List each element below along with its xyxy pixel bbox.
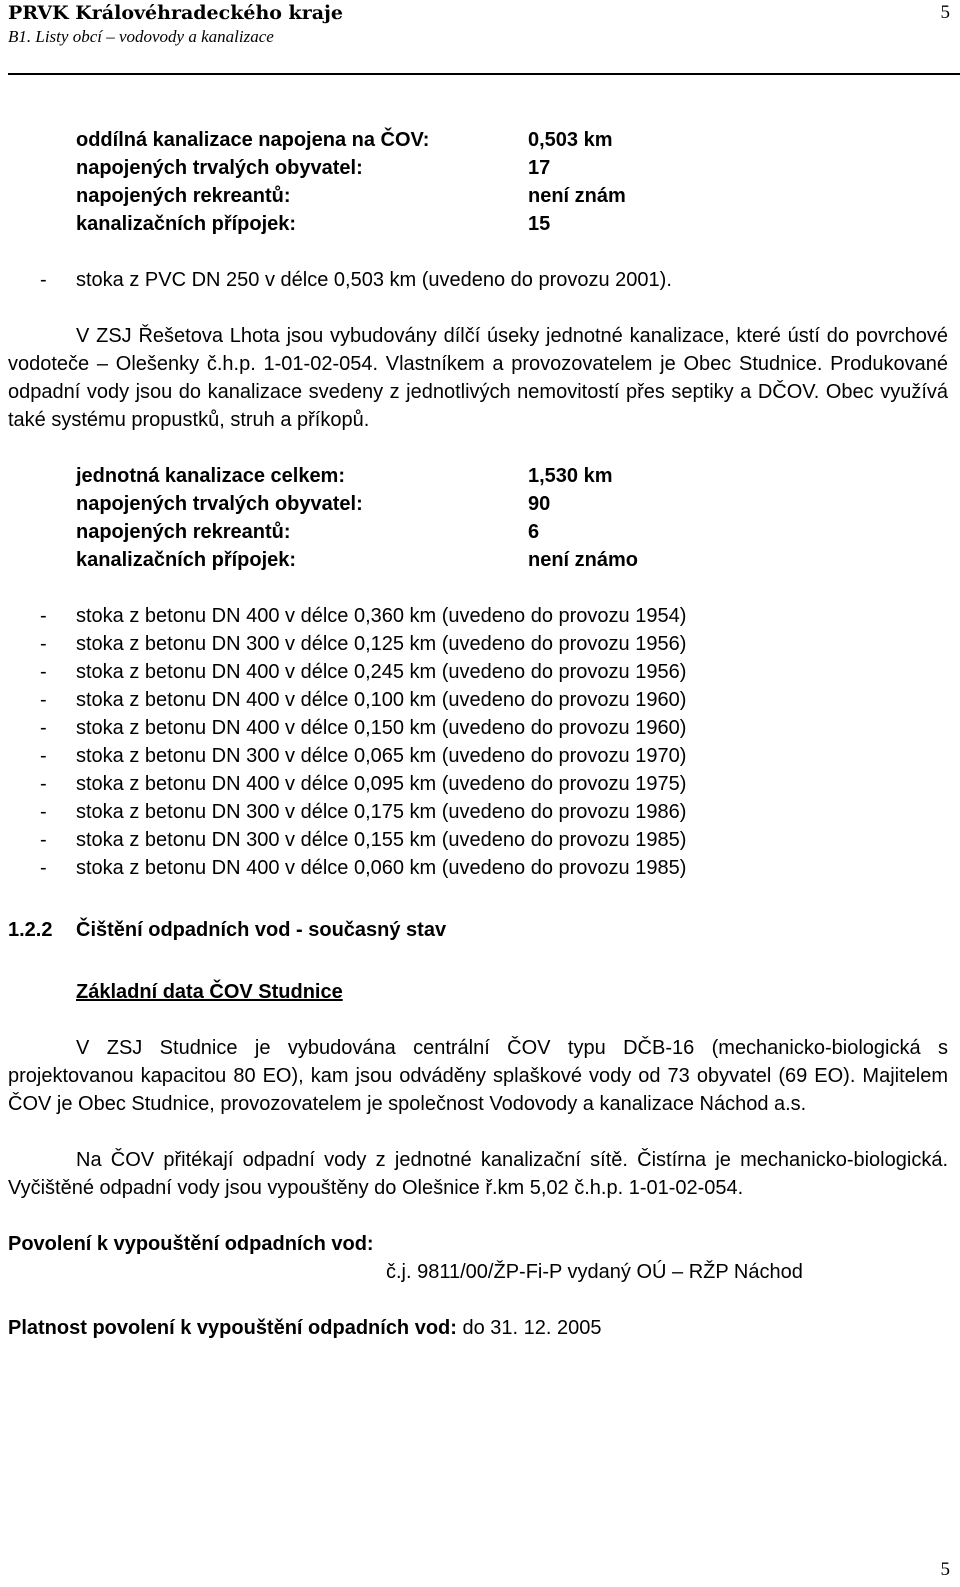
list-item: - stoka z betonu DN 400 v délce 0,245 km (uvedeno do provozu 1956) bbox=[8, 658, 948, 686]
list-item-text: stoka z betonu DN 400 v délce 0,095 km (uvedeno do provozu 1975) bbox=[76, 773, 687, 795]
validity-value: do 31. 12. 2005 bbox=[456, 1317, 602, 1339]
summary-label: analizačních přípojek: bbox=[87, 549, 297, 571]
list-item: - stoka z betonu DN 300 v délce 0,065 km (uvedeno do provozu 1970) bbox=[8, 742, 948, 770]
list-item: - stoka z PVC DN 250 v délce 0,503 km (uvedeno do provozu 2001). bbox=[8, 266, 948, 294]
list-item-text: stoka z betonu DN 400 v délce 0,245 km (uvedeno do provozu 1956) bbox=[76, 661, 687, 683]
list-item-text: stoka z betonu DN 300 v délce 0,065 km (uvedeno do provozu 1970) bbox=[76, 745, 687, 767]
summary-label: kanalizačních přípojek: bbox=[76, 213, 297, 235]
list-item-text: stoka z betonu DN 300 v délce 0,155 km (uvedeno do provozu 1985) bbox=[76, 829, 687, 851]
sewer-list bbox=[8, 602, 948, 882]
summary-row bbox=[8, 154, 948, 182]
summary-row bbox=[8, 546, 948, 574]
list-item: - stoka z betonu DN 300 v délce 0,125 km (uvedeno do provozu 1956) bbox=[8, 630, 948, 658]
summary-row bbox=[8, 462, 948, 490]
list-item-text: stoka z betonu DN 300 v délce 0,125 km (uvedeno do provozu 1956) bbox=[76, 633, 687, 655]
list-item-text: stoka z PVC DN 250 v délce 0,503 km (uvedeno do provozu 2001). bbox=[76, 269, 672, 291]
summary-label: oddílná kanalizace napojena na ČOV: bbox=[76, 129, 430, 151]
list-item-text: stoka z betonu DN 400 v délce 0,060 km (uvedeno do provozu 1985) bbox=[76, 857, 687, 879]
header-rule bbox=[8, 73, 960, 75]
footer-page-number: 5 bbox=[940, 1559, 950, 1580]
paragraph-cov-studnice: V ZSJ Studnice je vybudována centrální ČOV typu DČB-16 (mechanicko-biologická s projektovanou kapacitou 80 EO), kam jsou odváděny splaškové vody od 73 obyvatel (69 EO). Majitelem ČOV je Obec Studnice, provozovatelem je společnost Vodovody a kanalizace Náchod a.s. bbox=[8, 1037, 948, 1115]
summary-value: není znám bbox=[528, 185, 626, 207]
header-title: PRVK Královéhradeckého kraje bbox=[8, 2, 344, 24]
list-item: - stoka z betonu DN 400 v délce 0,095 km (uvedeno do provozu 1975) bbox=[8, 770, 948, 798]
sewer-summary-combined bbox=[8, 462, 948, 574]
summary-row bbox=[8, 518, 948, 546]
header-page-number: 5 bbox=[940, 2, 950, 23]
section-heading bbox=[8, 916, 948, 946]
summary-value: 15 bbox=[528, 213, 551, 235]
summary-label: napojených rekreantů: bbox=[76, 521, 291, 543]
list-item: - stoka z betonu DN 300 v délce 0,155 km (uvedeno do provozu 1985) bbox=[8, 826, 948, 854]
section-number: 1.2.2 bbox=[8, 919, 53, 941]
list-item: - stoka z betonu DN 300 v délce 0,175 km (uvedeno do provozu 1986) bbox=[8, 798, 948, 826]
sewer-summary-separate bbox=[8, 126, 948, 238]
list-item-text: stoka z betonu DN 400 v délce 0,360 km (uvedeno do provozu 1954) bbox=[76, 605, 687, 627]
summary-value: 90 bbox=[528, 493, 551, 515]
summary-value: 0,503 km bbox=[528, 129, 613, 151]
list-item: - stoka z betonu DN 400 v délce 0,150 km (uvedeno do provozu 1960) bbox=[8, 714, 948, 742]
subsection-heading: Základní data ČOV Studnice bbox=[76, 981, 343, 1003]
permit-label: Povolení k vypouštění odpadních vod: bbox=[8, 1233, 374, 1255]
summary-value: 6 bbox=[528, 521, 540, 543]
permit-value: č.j. 9811/00/ŽP-Fi-P vydaný OÚ – RŽP Náchod bbox=[386, 1261, 803, 1283]
summary-label: jednotná kanalizace celkem: bbox=[76, 465, 346, 487]
paragraph-resetova-lhota: V ZSJ Řešetova Lhota jsou vybudovány dílčí úseky jednotné kanalizace, které ústí do povrchové vodoteče – Olešenky č.h.p. 1-01-02-054. Vlastníkem a provozovatelem je Obec Studnice. Produkované odpadní vody jsou do kanalizace svedeny z jednotlivých nemovitostí přes septiky a DČOV. Obec využívá také systému propustků, struh a příkopů. bbox=[8, 325, 948, 431]
summary-row bbox=[8, 126, 948, 154]
summary-row bbox=[8, 182, 948, 210]
validity-label: Platnost povolení k vypouštění odpadních vod: bbox=[8, 1317, 457, 1339]
summary-label-first-letter: k bbox=[76, 549, 88, 571]
list-item-text: stoka z betonu DN 300 v délce 0,175 km (uvedeno do provozu 1986) bbox=[76, 801, 687, 823]
header-subtitle: B1. Listy obcí – vodovody a kanalizace bbox=[8, 27, 274, 46]
summary-value: 1,530 km bbox=[528, 465, 613, 487]
list-item-text: stoka z betonu DN 400 v délce 0,150 km (uvedeno do provozu 1960) bbox=[76, 717, 687, 739]
summary-label: napojených trvalých obyvatel: bbox=[76, 157, 363, 179]
summary-row bbox=[8, 210, 948, 238]
summary-label: napojených rekreantů: bbox=[76, 185, 291, 207]
summary-row bbox=[8, 490, 948, 518]
summary-label: napojených trvalých obyvatel: bbox=[76, 493, 363, 515]
paragraph-cov-inflow: Na ČOV přitékají odpadní vody z jednotné kanalizační sítě. Čistírna je mechanicko-biologická. Vyčištěné odpadní vody jsou vypouštěny do Olešnice ř.km 5,02 č.h.p. 1-01-02-054. bbox=[8, 1149, 948, 1199]
section-title: Čištění odpadních vod - současný stav bbox=[76, 919, 447, 941]
document-body bbox=[8, 126, 948, 1342]
summary-value: 17 bbox=[528, 157, 551, 179]
summary-value: není známo bbox=[528, 549, 639, 571]
list-item: - stoka z betonu DN 400 v délce 0,360 km (uvedeno do provozu 1954) bbox=[8, 602, 948, 630]
list-item: - stoka z betonu DN 400 v délce 0,100 km (uvedeno do provozu 1960) bbox=[8, 686, 948, 714]
permit-validity bbox=[8, 1314, 948, 1342]
list-item: - stoka z betonu DN 400 v délce 0,060 km (uvedeno do provozu 1985) bbox=[8, 854, 948, 882]
list-item-text: stoka z betonu DN 400 v délce 0,100 km (uvedeno do provozu 1960) bbox=[76, 689, 687, 711]
